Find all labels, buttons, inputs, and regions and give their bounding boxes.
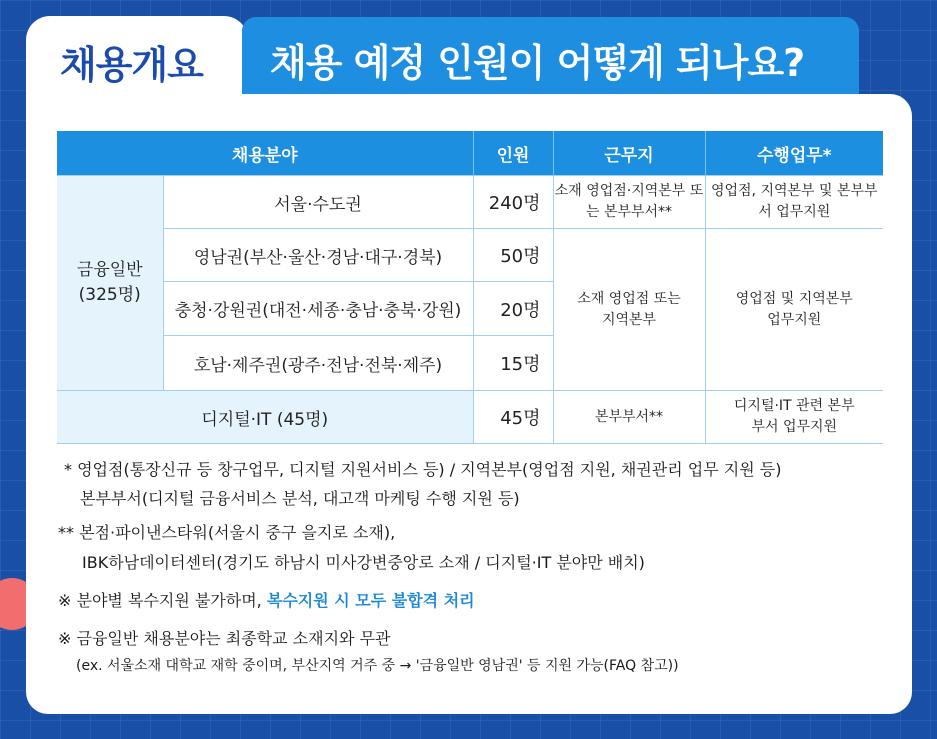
content-card — [26, 94, 912, 714]
note-line: ** 본점·파이낸스타워(서울시 중구 을지로 소재), — [58, 523, 396, 542]
header-location: 근무지 — [553, 131, 705, 176]
digital-it-label: 디지털·IT (45명) — [57, 391, 473, 444]
region-cell: 호남·제주권(광주·전남·전북·제주) — [163, 336, 473, 391]
note-highlight: 복수지원 시 모두 불합격 처리 — [266, 591, 475, 610]
note-text: ※ 분야별 복수지원 불가하며, — [58, 591, 267, 610]
count-cell: 15명 — [473, 336, 553, 391]
count-cell: 20명 — [473, 282, 553, 336]
general-finance-count: (325명) — [78, 285, 141, 305]
location-cell: 본부부서** — [553, 391, 705, 444]
note-line: ※ 금융일반 채용분야는 최종학교 소재지와 무관 — [58, 629, 391, 648]
shared-duty-cell: 영업점 및 지역본부 업무지원 — [705, 229, 883, 391]
note-line: * 영업점(통장신규 등 창구업무, 디지털 지원서비스 등) / 지역본부(영업점 지원, 채권관리 업무 지원 등) — [64, 460, 782, 479]
header-count: 인원 — [473, 131, 553, 176]
shared-location-cell: 소재 영업점 또는 지역본부 — [553, 229, 705, 391]
region-cell: 서울·수도권 — [163, 176, 473, 229]
page-title: 채용 예정 인원이 어떻게 되나요? — [270, 41, 805, 85]
duty-cell: 영업점, 지역본부 및 본부부서 업무지원 — [705, 176, 883, 229]
general-finance-label: 금융일반 — [76, 260, 143, 280]
note-example: (ex. 서울소재 대학교 재학 중이며, 부산지역 거주 중 → '금융일반 영남권' 등 지원 가능(FAQ 참고)) — [76, 658, 679, 674]
duty-cell: 디지털·IT 관련 본부부서 업무지원 — [705, 391, 883, 444]
count-cell: 45명 — [473, 391, 553, 444]
note-line: 본부부서(디지털 금융서비스 분석, 대고객 마케팅 수행 지원 등) — [80, 489, 520, 508]
location-cell: 소재 영업점·지역본부 또는 본부부서** — [553, 176, 705, 229]
header-duty: 수행업무* — [705, 131, 883, 176]
section-tab-label: 채용개요 — [60, 43, 203, 87]
title-bar — [242, 17, 859, 94]
header-field: 채용분야 — [57, 131, 473, 176]
region-cell: 영남권(부산·울산·경남·대구·경북) — [163, 229, 473, 282]
notes-section — [26, 94, 912, 714]
count-cell: 50명 — [473, 229, 553, 282]
count-cell: 240명 — [473, 176, 553, 229]
note-line: IBK하남데이터센터(경기도 하남시 미사강변중앙로 소재 / 디지털·IT 분야만 배치) — [82, 553, 645, 572]
region-cell: 충청·강원권(대전·세종·충남·충북·강원) — [163, 282, 473, 336]
note-line — [58, 588, 475, 611]
